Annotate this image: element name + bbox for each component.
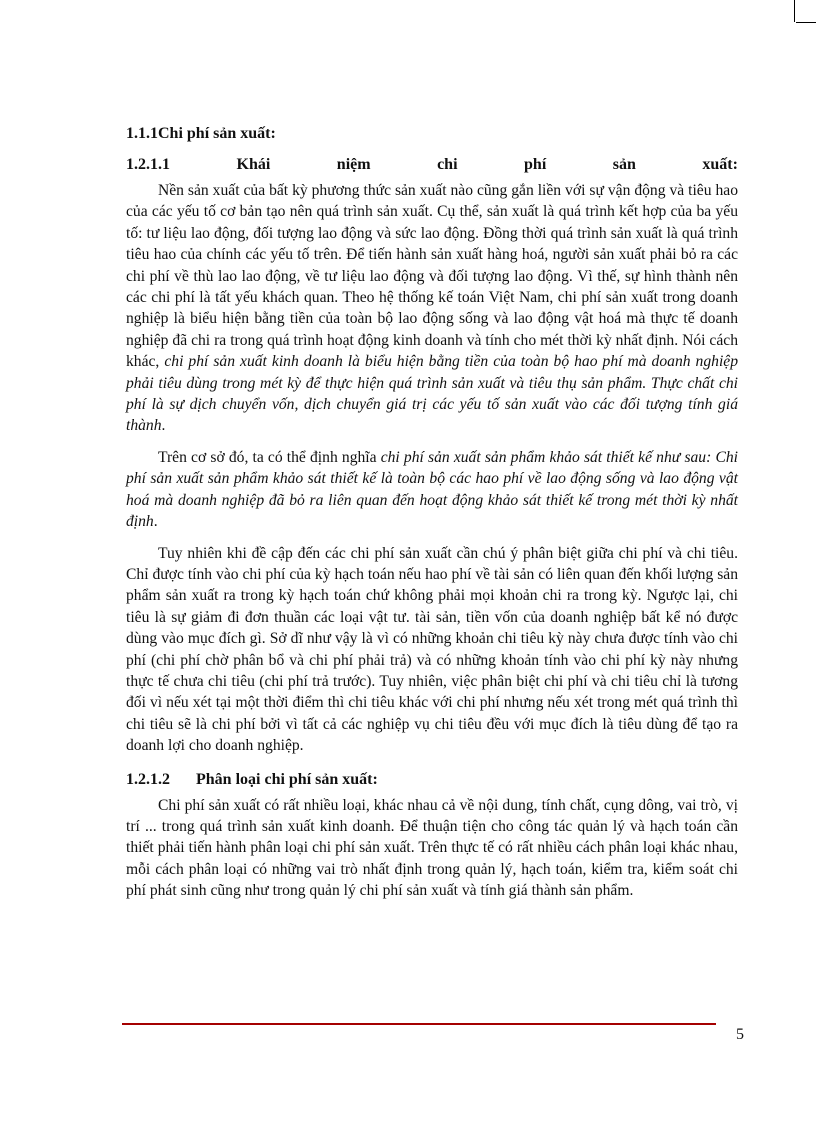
subsection-number: 1.2.1.2 (126, 770, 170, 788)
heading-word: phí (524, 156, 547, 173)
subsection-title: Phân loại chi phí sản xuất: (196, 770, 378, 788)
italic-definition: chi phí sản xuất kinh doanh là biểu hiện bằng tiền của toàn bộ hao phí mà doanh nghiệp phải tiêu dùng trong mét kỳ để thực hiện quá trình sản xuất và tiêu thụ sản phẩm. Thực chất chi phí là sự dịch chuyển vốn, dịch chuyển giá trị các yếu tố sản xuất vào các đối tượng tính giá thành (126, 353, 738, 435)
subsection-heading-1 (126, 152, 738, 178)
subsection-heading-2 (126, 767, 738, 793)
heading-word: Khái (236, 156, 271, 173)
heading-word: niệm (336, 156, 371, 173)
page-content (126, 120, 738, 912)
italic-definition: chi phí sản xuất sản phẩm khảo sát thiết kế như sau: Chi phí sản xuất sản phẩm khảo sát thiết kế là toàn bộ các hao phí về lao động sống và lao động vật hoá mà doanh nghiệp đã bỏ ra liên quan đến hoạt động khảo sát thiết kế trong mét thời kỳ nhất định (126, 448, 738, 531)
paragraph-text: Nền sản xuất của bất kỳ phương thức sản xuất nào cũng gắn liền với sự vận động và tiêu hao của các yếu tố cơ bản tạo nên quá trình sản xuất. Cụ thể, sản xuất là quá trình kết hợp của ba yếu tố: tư liệu lao động, đối tượng lao động và sức lao động. Đồng thời quá trình sản xuất là quá trình tiêu hao của chính các yếu tố trên. Để tiến hành sản xuất hàng hoá, người sản xuất phải bỏ ra các chi phí về thù lao lao động, về tư liệu lao động và đối tượng lao động. Vì thế, sự hình thành nên các chi phí là tất yếu khách quan. Theo hệ thống kế toán Việt Nam, chi phí sản xuất trong doanh nghiệp là biểu hiện bằng tiền của toàn bộ lao động sống và lao động vật hoá mà thực tế doanh nghiệp đã chi ra trong quá trình hoạt động kinh doanh và tính cho mét thời kỳ nhất định. Nói cách khác, (126, 182, 738, 371)
paragraph-classification: Chi phí sản xuất có rất nhiều loại, khác nhau cả về nội dung, tính chất, cụng dông, vai trò, vị trí ... trong quá trình sản xuất kinh doanh. Để thuận tiện cho công tác quản lý và hạch toán cần thiết phải tiến hành phân loại chi phí sản xuất. Trên thực tế có rất nhiều cách phân loại khác nhau, mỗi cách phân loại có những vai trò nhất định trong quản lý, hạch toán, kiểm tra, kiểm soát chi phí phát sinh cũng như trong quản lý chi phí sản xuất và tính giá thành sản phẩm. (126, 796, 738, 900)
section-heading: 1.1.1Chi phí sản xuất: (126, 125, 276, 142)
heading-word: sản (612, 156, 636, 173)
paragraph-end: . (153, 513, 158, 531)
paragraph-end: . (161, 417, 166, 435)
heading-word: chi (437, 156, 458, 173)
subsection-number: 1.2.1.1 (126, 156, 170, 173)
paragraph-definition (126, 180, 738, 437)
paragraph-text: Trên cơ sở đó, ta có thể định nghĩa (158, 448, 381, 466)
paragraph-cost-vs-expense: Tuy nhiên khi đề cập đến các chi phí sản xuất cần chú ý phân biệt giữa chi phí và chi tiêu. Chỉ được tính vào chi phí của kỳ hạch toán nếu hao phí về tài sản có liên quan đến khối lượng sản phẩm sản xuất ra trong kỳ hạch toán chứ không phải mọi khoản chi ra trong kỳ. Ngược lại, chi tiêu là sự giảm đi đơn thuần các loại vật tư. tài sản, tiền vốn của doanh nghiệp bất kể nó được dùng vào mục đích gì. Sở dĩ như vậy là vì có những khoản chi tiêu kỳ này chưa được tính vào chi phí (chi phí chờ phân bổ và chi phí phải trả) và có những khoản tính vào chi phí kỳ này nhưng thực tế chưa chi tiêu (chi phí trả trước). Tuy nhiên, việc phân biệt chi phí và chi tiêu chỉ là tương đối vì nếu xét tại một thời điểm thì chi tiêu khác với chi phí nhưng nếu xét trong mét quá trình thì chi tiêu sẽ là chi phí bởi vì tất cả các nghiệp vụ chi tiêu đều với mục đích là tiêu dùng để tạo ra doanh lợi cho doanh nghiệp. (126, 544, 738, 755)
page-number: 5 (736, 1026, 744, 1043)
footer-rule (122, 1023, 716, 1025)
crop-mark-vertical (794, 0, 795, 22)
crop-mark-horizontal (796, 22, 816, 23)
paragraph-survey-definition (126, 447, 738, 533)
heading-word: xuất: (702, 156, 738, 173)
